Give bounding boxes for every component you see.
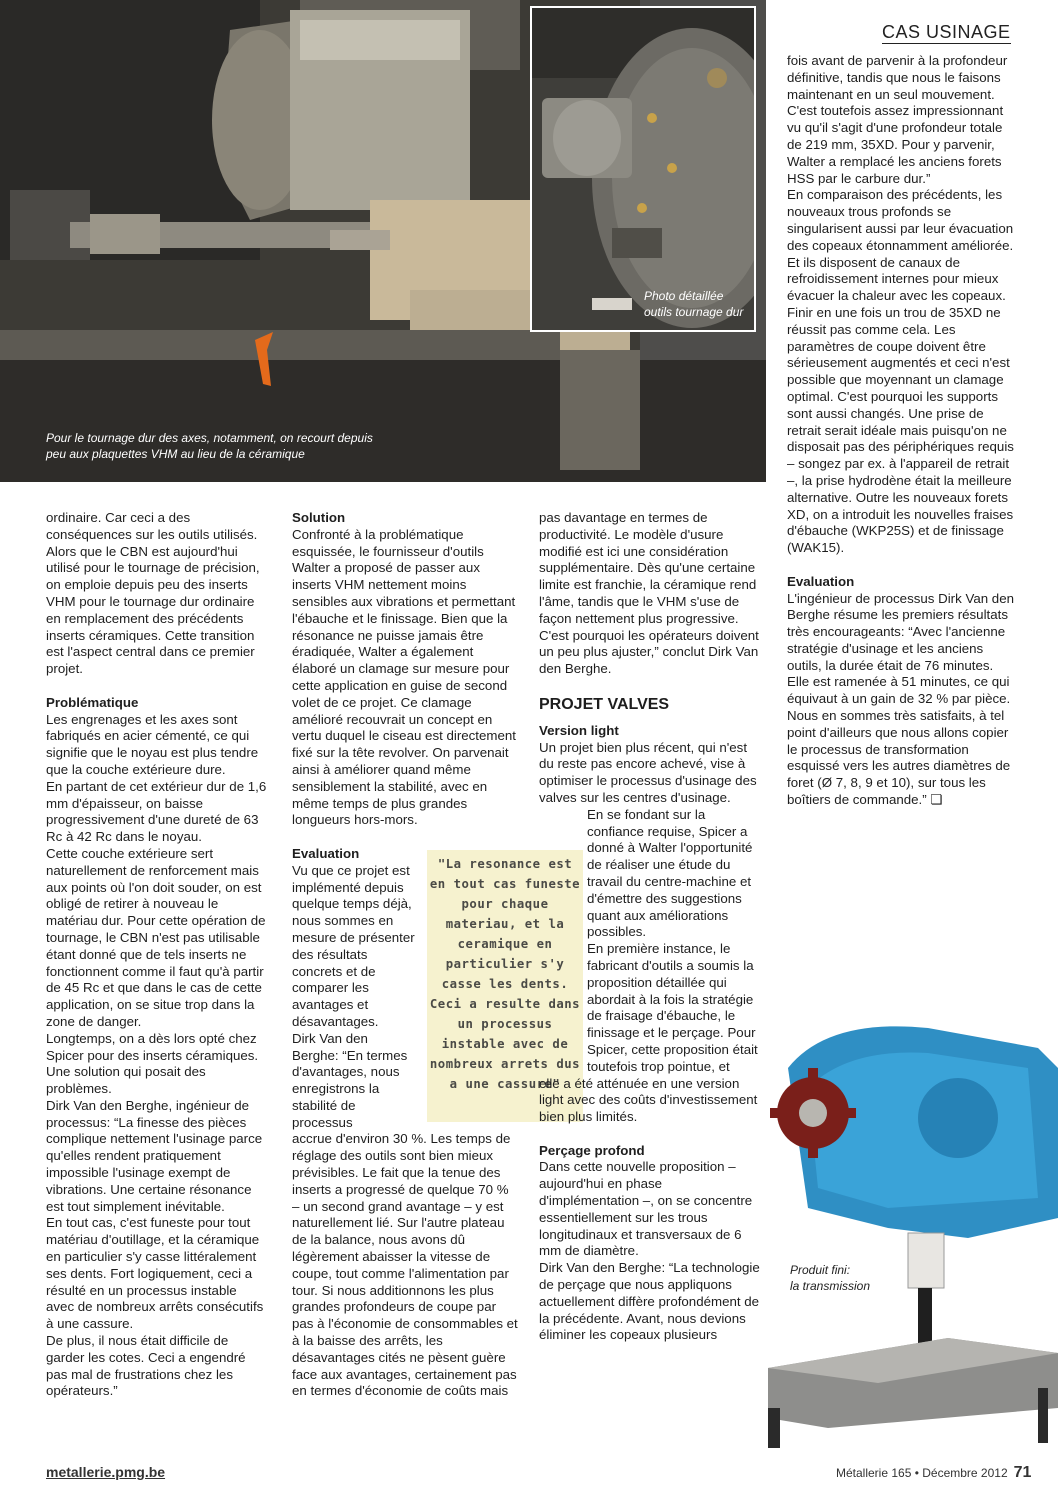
section-label: CAS USINAGE <box>882 22 1011 42</box>
col4-paragraph: L'ingénieur de processus Dirk Van den Berghe résume les premiers résultats très encourageants: “Avec l'ancienne stratégie d'usinage et les anciens outils, la durée était de 76 minutes. Elle est ramenée à 51 minutes, ce qui équivaut à un gain de 32 % par pièce. Nous en sommes très satisfaits, à tel point d'ailleurs que nous allons copier le processus de transformation esquissé vers les autres diamètres de foret (Ø 7, 8, 9 et 10), sur tous les boîtiers de commande.” ❏ <box>787 590 1014 808</box>
product-caption-line1: Produit fini: <box>790 1263 851 1277</box>
col3-paragraph: Dirk Van den Berghe: “La technologie de perçage que nous appliquons actuellement diffère profondément de la précédente. Avant, nous devions éliminer les copeaux plusieurs <box>539 1260 760 1343</box>
column-1 <box>46 510 268 1400</box>
col3-heading-projet-valves: PROJET VALVES <box>539 695 670 713</box>
tool-detail-illustration <box>532 8 754 330</box>
inset-caption-line1: Photo détaillée <box>644 289 724 303</box>
product-caption-line2: la transmission <box>790 1279 871 1293</box>
main-photo-caption: Pour le tournage dur des axes, notamment, on recourt depuis peu aux plaquettes VHM au lieu de la céramique <box>46 431 373 461</box>
col4-paragraph: Finir en une fois un trou de 35XD ne réussit pas comme cela. Les paramètres de coupe doivent être sérieusement augmentés et ceci n'est possible que moyennant un clamage optimal. C'est pourquoi les supports sont aussi changés. Une prise de retrait serait idéale mais puisqu'on ne disposait pas des périphériques requis – songez par ex. à l'appareil de retrait –, la prise hydrodène était la meilleure alternative. Outre les nouveaux forets XD, on a introduit les nouvelles fraises d'ébauche (WKP25S) et de finissage (WAK15). <box>787 304 1014 556</box>
inset-photo <box>530 6 756 332</box>
page-number: 71 <box>1013 1464 1032 1481</box>
col4-paragraph: En comparaison des précédents, les nouveaux trous profonds se singularisent aussi par leur évacuation des copeaux étonnamment améliorée. Et ils disposent de canaux de refroidissement internes pour mieux évacuer la chaleur avec les copeaux. <box>787 187 1014 304</box>
footer-issue <box>836 1464 1031 1482</box>
col2-heading-solution: Solution <box>292 510 346 525</box>
col1-heading-problematique: Problématique <box>46 694 139 710</box>
inset-photo-caption <box>644 288 754 320</box>
col3-paragraph: En se fondant sur la confiance requise, Spicer a donné à Walter l'opportunité de réaliser une étude du travail du centre-machine et d'émettre des suggestions quant aux améliorations possibles. <box>587 806 753 940</box>
pull-quote: "La resonance est en tout cas funeste pour chaque materiau, et la ceramique en particulier s'y casse les dents. Ceci a resulte dans un processus instable avec de nombreux arrets dus a une cassure" <box>427 850 583 1122</box>
product-caption <box>790 1262 910 1294</box>
col1-paragraph: Dirk Van den Berghe, ingénieur de processus: “La finesse des pièces complique nettement l'usinage parce qu'elles rendent pratiquement impossible l'usinage exempt de vibrations. Une certaine résonance est tout simplement inévitable. <box>46 1097 263 1214</box>
col1-paragraph: ordinaire. Car ceci a des conséquences sur les outils utilisés. Alors que le CBN est aujourd'hui utilisé pour le tournage de précision, on emploie depuis peu des inserts VHM pour le tournage dur ordinaire en remplacement des précédents inserts céramiques. Cette transition est l'aspect central dans ce premier projet. <box>46 510 260 677</box>
col3-paragraph: Dans cette nouvelle proposition – aujourd'hui en phase d'implémentation –, on se concentre essentiellement sur les trous longitudinaux et transversaux de 6 mm de diamètre. <box>539 1159 753 1259</box>
product-photo <box>768 1008 1058 1448</box>
col1-paragraph: Les engrenages et les axes sont fabriqués en acier cémenté, ce qui signifie que le noyau est plus tendre que la couche extérieure dure. <box>46 711 259 777</box>
col2-paragraph: Dirk Van den Berghe: “En termes d'avantages, nous enregistrons la stabilité de processus <box>292 1030 408 1130</box>
col3-heading-version-light: Version light <box>539 722 619 738</box>
col3-paragraph: pas davantage en termes de productivité. Le modèle d'usure modifié est ici une considération supplémentaire. Dès qu'une certaine limite est franchie, la céramique rend l'âme, tandis que le VHM s'use de façon nettement plus progressive. C'est pourquoi les opérateurs doivent un peu plus ajuster,” conclut Dirk Van den Berghe. <box>539 510 759 677</box>
col4-paragraph: fois avant de parvenir à la profondeur définitive, tandis que nous le faisons maintenant en un seul mouvement. C'est toutefois assez impressionnant vu qu'il s'agit d'une profondeur totale de 219 mm, 35XD. Pour y parvenir, Walter a remplacé les anciens forets HSS par le carbure dur.” <box>787 53 1008 186</box>
col3-paragraph: Un projet bien plus récent, qui n'est du reste pas encore achevé, vise à optimiser le processus d'usinage des valves sur les centres d'usinage. <box>539 739 757 805</box>
col3-paragraph: elle a été atténuée en une version light avec des coûts d'investissement bien plus limités. <box>539 1075 758 1125</box>
col2-paragraph: Vu que ce projet est implémenté depuis quelque temps déjà, nous sommes en mesure de présenter des résultats concrets et de comparer les avantages et désavantages. <box>292 862 415 1029</box>
col3-paragraph: En première instance, le fabricant d'outils a soumis la proposition détaillée qui abordait à la fois la stratégie de fraisage d'ébauche, le finissage et le perçage. Pour Spicer, cette proposition était toutefois trop pointue, et <box>587 941 758 1074</box>
col2-paragraph: Confronté à la problématique esquissée, le fournisseur d'outils Walter a proposé de passer aux inserts VHM nettement moins sensibles aux vibrations et permettant l'ébauche et le finissage. Bien que la résonance ne puisse jamais être éradiquée, Walter a également élaboré un clamage sur mesure pour cette application en guise de second volet de ce projet. Ce clamage amélioré recouvrait un concept en vertu duquel le ciseau est directement fixé sur la tête revolver. On parvenait ainsi à améliorer quand même sensiblement la stabilité, avec en même temps de plus grandes longueurs hors-mors. <box>292 526 516 828</box>
col1-paragraph: Cette couche extérieure sert naturellement de renforcement mais aux points où l'on doit souder, on est obligé de retirer à nouveau le matériau dur. Pour cette opération de tournage, le CBN n'est pas utilisable étant donné que de tels inserts ne fonctionnent comme il faut qu'à partir de 45 Rc et que dans le cas de cette application, on se situe trop dans la zone de danger. <box>46 845 266 1029</box>
transmission-illustration <box>768 1008 1058 1448</box>
column-3 <box>539 510 765 1344</box>
issue-info: Métallerie 165 • Décembre 2012 <box>836 1466 1008 1480</box>
col1-paragraph: En tout cas, c'est funeste pour tout matériau d'outillage, et la céramique en particulier s'y casse littéralement ses dents. Fort logiquement, ceci a résulté en un processus instable avec de nombreux arrêts consécutifs à une cassure. <box>46 1215 264 1332</box>
column-4 <box>787 53 1015 809</box>
col4-heading-evaluation: Evaluation <box>787 573 855 589</box>
col1-paragraph: De plus, il nous était difficile de garder les cotes. Ceci a engendré pas mal de frustrations chez les opérateurs.” <box>46 1333 246 1399</box>
col2-heading-evaluation: Evaluation <box>292 845 360 861</box>
inset-caption-line2: outils tournage dur <box>644 305 744 319</box>
col1-paragraph: En partant de cet extérieur dur de 1,6 mm d'épaisseur, on baisse progressivement d'une dureté de 63 Rc à 42 Rc dans le noyau. <box>46 778 267 845</box>
footer-website-link[interactable]: metallerie.pmg.be <box>46 1464 166 1480</box>
col1-paragraph: Longtemps, on a dès lors opté chez Spicer pour des inserts céramiques. Une solution qui posait des problèmes. <box>46 1030 259 1097</box>
col3-heading-percage-profond: Perçage profond <box>539 1142 645 1158</box>
col2-paragraph: accrue d'environ 30 %. Les temps de réglage des outils sont bien mieux prévisibles. Le fait que la tenue des inserts a progressé de quelque 70 % – un second grand avantage – y est naturellement lié. Sur l'autre plateau de la balance, nous avons dû légèrement abaisser la vitesse de coupe, tout comme l'alimentation par tour. Si nous additionnons les plus grandes profondeurs de coupe par pas à l'économie de consommables et à la baisse des arrêts, les désavantages cités ne pèsent guère face aux avantages, certainement pas en termes d'économie de coûts mais <box>292 1131 518 1399</box>
